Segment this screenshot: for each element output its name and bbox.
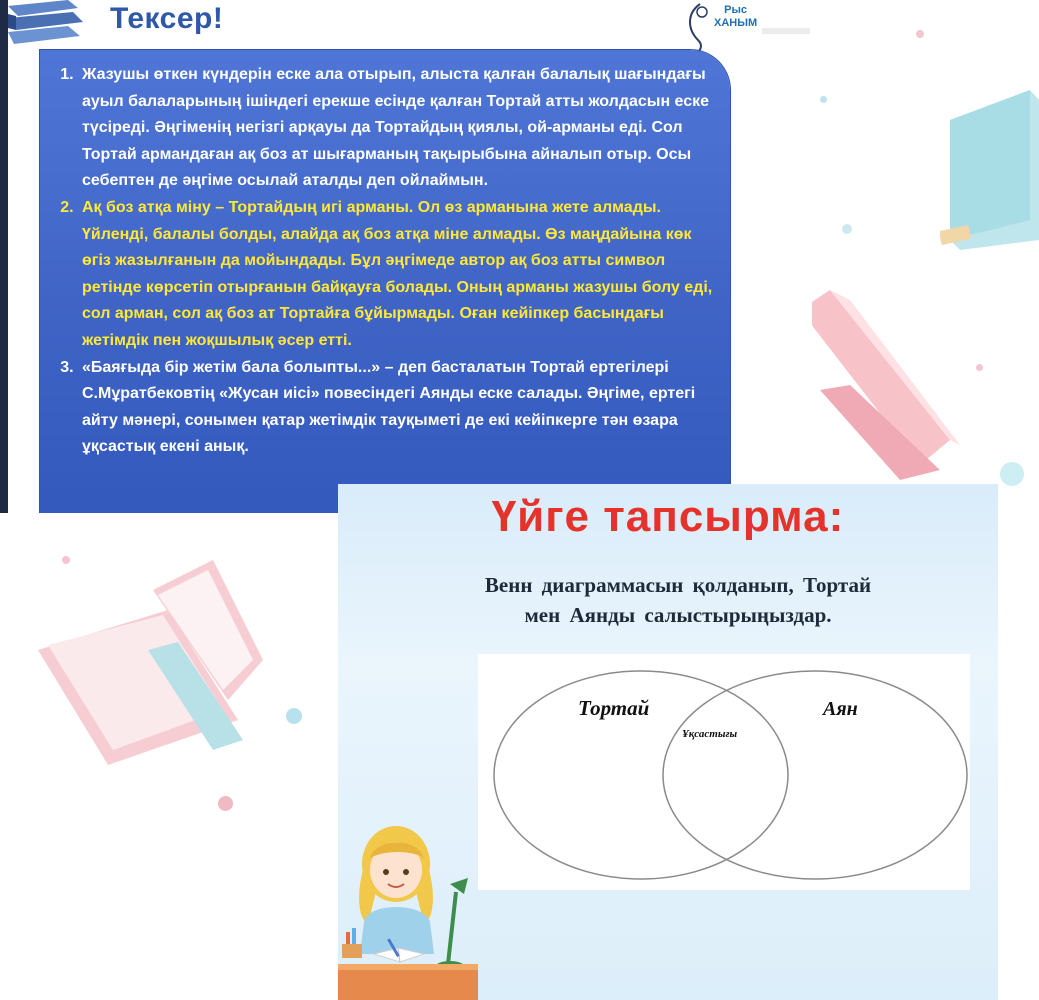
decor-open-book-icon (38, 560, 268, 770)
decor-dot (286, 708, 302, 724)
homework-slide (338, 484, 998, 1000)
answer-item: 1. Жазушы өткен күндерін еске ала отырып, алыста қалған балалық шағындағы ауыл балаларының ішіндегі ерекше есінде қалған Тортай атты жолдасын еске түсіреді. Әңгіменің негізгі арқауы да Тортайдың қиялы, ой-арманы еді. Сол Тортай армандаған ақ боз ат шығарманың тақырыбына айналып отыр. Осы себептен де әңгіме осылай аталды деп ойлаймын. (78, 62, 720, 195)
decor-dot (218, 796, 233, 811)
studying-girl-icon (338, 814, 478, 1000)
homework-title: Үйге тапсырма: (491, 492, 845, 541)
instruction-line1: Венн диаграммасын қолданып, Тортай (484, 573, 872, 597)
logo-text-line1: Рыс (724, 4, 748, 16)
answer-panel (40, 50, 730, 513)
decor-dot (820, 96, 827, 103)
venn-circle-right (663, 671, 967, 879)
venn-label-left: Тортай (578, 696, 650, 720)
decor-book-icon (790, 290, 960, 480)
books-stack-icon (8, 0, 88, 48)
decor-book-icon (940, 90, 1039, 250)
venn-label-right: Аян (823, 698, 858, 720)
instruction-line2: мен Аянды салыстырыңыздар. (524, 603, 832, 627)
decor-dot (842, 224, 852, 234)
venn-svg (478, 654, 970, 890)
slide-edge-bar (0, 0, 8, 513)
slide-title: Тексер! (110, 2, 224, 35)
venn-label-overlap: Ұқсастығы (682, 728, 738, 740)
answer-item: 3. «Баяғыда бір жетім бала болыпты...» – деп басталатын Тортай ертегілері С.Мұратбековтің «Жусан иісі» повесіндегі Аянды еске салады. Әңгіме, ертегі айту мәнері, сонымен қатар жетімдік тауқыметі де екі кейіпкерге тән өзара ұқсастық екені анық. (78, 355, 720, 461)
check-slide (0, 0, 812, 513)
logo-text (714, 4, 757, 30)
decor-dot (1000, 462, 1024, 486)
logo-text-line2: ХАНЫМ (714, 17, 758, 29)
homework-instruction (398, 570, 958, 630)
answer-item: 2. Ақ боз атқа міну – Тортайдың игі арманы. Ол өз арманына жете алмады. Үйленді, балалы болды, алайда ақ боз атқа міне алмады. Өз маңдайына көк өгіз жазылғанын да мойындады. Бұл әңгімеде автор ақ боз атты символ ретінде көрсетіп отырғанын байқауға болады. Оның арманы жазушы болу еді, сол арман, сол ақ боз ат Тортайға бұйырмады. Оған кейіпкер басындағы жетімдік пен жоқшылық әсер етті. (78, 195, 720, 355)
decor-dot (916, 30, 924, 38)
decor-dot (976, 364, 983, 371)
venn-diagram (478, 654, 970, 890)
logo (680, 0, 810, 55)
answer-list (40, 50, 730, 461)
